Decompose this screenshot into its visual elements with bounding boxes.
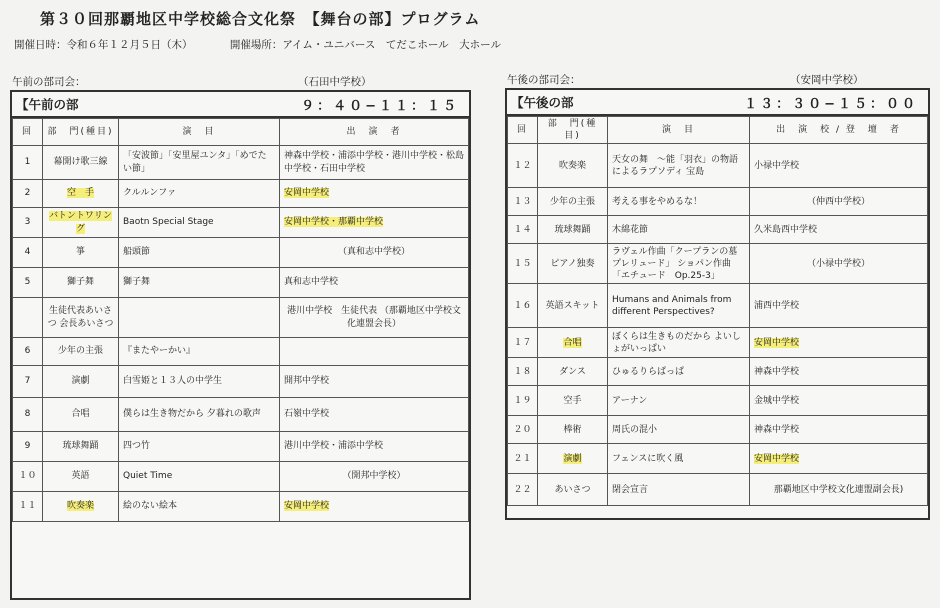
row-performer-text: 安岡中学校 — [754, 453, 800, 464]
table-row — [508, 444, 928, 474]
row-category — [43, 208, 119, 238]
row-number — [508, 358, 538, 386]
row-performer-text: 浦西中学校 — [754, 300, 800, 311]
row-number-text: 1 — [24, 157, 31, 168]
row-program-text: 周氏の混小 — [612, 424, 658, 435]
row-performer — [750, 144, 928, 188]
table-row — [508, 328, 928, 358]
row-category-text: 箏 — [75, 247, 85, 258]
row-number — [508, 328, 538, 358]
row-performer — [280, 146, 469, 180]
row-program-text: 白雪姫と１３人の中学生 — [123, 376, 223, 387]
morning-table-header — [13, 119, 469, 146]
row-category — [43, 432, 119, 462]
table-row — [508, 216, 928, 244]
row-category-text: 吹奏楽 — [66, 501, 94, 512]
row-number — [508, 284, 538, 328]
row-number-text: １５ — [513, 258, 532, 269]
afternoon-mc-label: 午後の部司会： — [507, 74, 581, 86]
row-program — [119, 366, 280, 398]
afternoon-time: １３：３０−１５：００ — [744, 96, 918, 112]
row-number-text: １６ — [513, 300, 532, 311]
row-category-text: 少年の主張 — [549, 196, 595, 207]
row-category — [538, 216, 608, 244]
row-program — [608, 216, 750, 244]
afternoon-table — [507, 116, 928, 506]
row-performer-text: 安岡中学校 — [284, 501, 330, 512]
row-number — [13, 208, 43, 238]
morning-header — [12, 92, 469, 118]
table-row — [13, 146, 469, 180]
row-number-text: １８ — [513, 366, 532, 377]
row-category-text: 英語スキット — [545, 300, 600, 311]
row-performer-text: （仲西中学校） — [806, 196, 870, 207]
row-performer-text: 石嶺中学校 — [284, 409, 330, 420]
row-category-text: ダンス — [559, 366, 586, 377]
col-header-no: 回 — [508, 117, 538, 144]
row-number — [13, 432, 43, 462]
row-category — [538, 474, 608, 506]
row-category-text: 琉球舞踊 — [62, 441, 99, 452]
row-performer — [280, 366, 469, 398]
morning-table — [12, 118, 469, 522]
row-program-text: ひゅるりらぱっぱ — [612, 366, 685, 377]
event-info — [14, 37, 501, 52]
row-performer — [750, 386, 928, 416]
row-number — [508, 416, 538, 444]
row-number-text: １３ — [513, 196, 532, 207]
row-category-text: 生徒代表あいさつ 会長あいさつ — [47, 306, 114, 329]
row-program-text: ぼくらは生きものだから よいしょがいっぱい — [612, 331, 741, 354]
row-category-text: ピアノ独奏 — [550, 258, 595, 269]
row-number — [13, 338, 43, 366]
row-number-text: 8 — [24, 409, 31, 420]
row-program-text: 船頭節 — [123, 247, 151, 258]
morning-mc-school: （石田中学校） — [298, 76, 372, 88]
row-performer — [280, 432, 469, 462]
row-performer — [280, 180, 469, 208]
table-row — [508, 416, 928, 444]
row-program — [608, 244, 750, 284]
row-number-text: １９ — [513, 395, 532, 406]
row-category-text: バトントワリング — [49, 211, 112, 234]
row-category — [43, 146, 119, 180]
afternoon-table-header — [508, 117, 928, 144]
table-row — [508, 474, 928, 506]
row-category-text: 空手 — [563, 395, 582, 406]
row-category — [538, 416, 608, 444]
row-number — [508, 144, 538, 188]
row-number-text: 2 — [24, 188, 31, 199]
row-category — [538, 386, 608, 416]
row-category — [43, 180, 119, 208]
row-performer-text: 金城中学校 — [754, 395, 800, 406]
row-program-text: Quiet Time — [123, 471, 173, 482]
row-performer — [280, 208, 469, 238]
table-row — [13, 238, 469, 268]
row-program — [119, 462, 280, 492]
row-performer — [280, 338, 469, 366]
row-program-text: 獅子舞 — [123, 277, 151, 288]
row-category — [43, 462, 119, 492]
row-program-text: フェンスに吹く風 — [612, 453, 684, 464]
morning-time: ９：４０−１１：１５ — [301, 98, 459, 114]
row-program — [119, 180, 280, 208]
row-category — [538, 358, 608, 386]
row-program — [608, 144, 750, 188]
row-performer-text: 安岡中学校・那覇中学校 — [284, 217, 384, 228]
row-number — [508, 474, 538, 506]
row-number — [508, 444, 538, 474]
row-program — [119, 146, 280, 180]
row-performer-text: （開邦中学校） — [342, 471, 406, 482]
event-date: 開催日時：令和６年１２月５日（木） — [14, 39, 193, 51]
row-performer-text: 那覇地区中学校文化連盟副会長) — [773, 484, 904, 495]
afternoon-mc-school: （安岡中学校） — [790, 74, 864, 86]
row-category — [538, 284, 608, 328]
row-program — [119, 298, 280, 338]
row-number-text: １４ — [513, 224, 532, 235]
row-performer — [280, 492, 469, 522]
row-program-text: 四つ竹 — [123, 441, 151, 452]
row-performer — [280, 238, 469, 268]
table-row — [508, 358, 928, 386]
row-number — [13, 180, 43, 208]
col-header-program: 演 目 — [119, 119, 280, 146]
row-program-text: 「安波節」「安里屋ユンタ」「めでたい節」 — [123, 151, 267, 174]
row-program-text: 考える事をやめるな！ — [612, 196, 703, 207]
table-row — [13, 268, 469, 298]
row-performer-text: 神森中学校 — [754, 424, 800, 435]
row-category-text: 獅子舞 — [66, 277, 94, 288]
row-program-text: 『またやーかい』 — [123, 346, 196, 357]
row-category — [43, 298, 119, 338]
row-category — [538, 444, 608, 474]
row-program — [119, 432, 280, 462]
col-header-program: 演 目 — [608, 117, 750, 144]
row-program — [608, 416, 750, 444]
row-program-text: 閉会宣言 — [612, 484, 649, 495]
row-performer — [750, 444, 928, 474]
col-header-category: 部 門(種目) — [43, 119, 119, 146]
table-row — [13, 298, 469, 338]
row-number-text: １２ — [513, 160, 532, 171]
row-performer — [750, 216, 928, 244]
col-header-no: 回 — [13, 119, 43, 146]
row-performer — [280, 268, 469, 298]
row-category — [538, 144, 608, 188]
row-program — [119, 238, 280, 268]
row-performer-text: 真和志中学校 — [284, 277, 339, 288]
row-number-text: 3 — [24, 217, 31, 228]
table-row — [508, 188, 928, 216]
row-program-text: クルルンファ — [123, 188, 177, 199]
page-title: 第３０回那覇地区中学校総合文化祭 【舞台の部】プログラム — [40, 10, 481, 28]
table-row — [13, 366, 469, 398]
row-category-text: 少年の主張 — [57, 346, 103, 357]
row-category — [538, 244, 608, 284]
table-row — [13, 462, 469, 492]
row-category — [43, 268, 119, 298]
row-number — [13, 268, 43, 298]
row-category — [538, 328, 608, 358]
row-number-text: 4 — [24, 247, 31, 258]
row-performer — [750, 188, 928, 216]
row-number-text: 7 — [24, 376, 31, 387]
row-category — [43, 366, 119, 398]
row-program — [608, 328, 750, 358]
row-number-text: ２２ — [513, 484, 532, 495]
row-performer-text: 港川中学校・浦添中学校 — [284, 441, 384, 452]
row-performer-text: （小禄中学校） — [806, 258, 870, 269]
row-performer-text: 安岡中学校 — [754, 337, 800, 348]
table-row — [13, 492, 469, 522]
row-program-text: アーナン — [612, 395, 648, 406]
row-number — [13, 492, 43, 522]
row-performer — [280, 462, 469, 492]
row-number-text: ２０ — [513, 424, 532, 435]
row-number — [508, 188, 538, 216]
row-category-text: 英語 — [71, 471, 90, 482]
col-header-category: 部 門(種目) — [538, 117, 608, 144]
row-program — [119, 268, 280, 298]
row-performer — [280, 398, 469, 432]
row-category-text: 演劇 — [563, 453, 582, 464]
row-category — [43, 338, 119, 366]
row-category-text: 棒術 — [563, 424, 582, 435]
row-category — [43, 398, 119, 432]
col-header-performer: 出 演 校 / 登 壇 者 — [750, 117, 928, 144]
row-performer-text: 開邦中学校 — [284, 376, 330, 387]
row-category-text: あいさつ — [554, 484, 591, 495]
table-row — [13, 338, 469, 366]
table-row — [508, 386, 928, 416]
row-performer-text: （真和志中学校） — [337, 247, 410, 258]
row-performer — [750, 284, 928, 328]
row-category — [43, 492, 119, 522]
row-program-text: Baotn Special Stage — [123, 217, 214, 228]
event-venue: 開催場所：アイム・ユニバース てだこホール 大ホール — [229, 39, 501, 51]
row-number — [13, 398, 43, 432]
row-number — [13, 238, 43, 268]
row-number-text: 5 — [24, 277, 31, 288]
row-performer-text: 神森中学校・浦添中学校・港川中学校・松島中学校・石田中学校 — [284, 151, 465, 174]
row-number — [13, 298, 43, 338]
row-performer — [750, 244, 928, 284]
row-performer-text: 安岡中学校 — [284, 188, 330, 199]
row-number — [508, 244, 538, 284]
row-category-text: 演劇 — [71, 376, 90, 387]
row-performer — [750, 328, 928, 358]
row-number-text: 6 — [24, 346, 31, 357]
row-number-text: ２１ — [513, 453, 532, 464]
row-program — [119, 398, 280, 432]
row-program — [608, 386, 750, 416]
row-program — [119, 492, 280, 522]
table-row — [508, 244, 928, 284]
row-program — [608, 188, 750, 216]
table-row — [13, 432, 469, 462]
row-number-text: 9 — [24, 441, 31, 452]
row-performer-text: 港川中学校 生徒代表 （那覇地区中学校文化連盟会長） — [287, 306, 461, 329]
row-number — [13, 462, 43, 492]
row-category-text: 琉球舞踊 — [554, 224, 591, 235]
row-program — [119, 338, 280, 366]
row-category — [43, 238, 119, 268]
col-header-performer: 出 演 者 — [280, 119, 469, 146]
table-row — [508, 144, 928, 188]
row-category — [538, 188, 608, 216]
table-row — [13, 398, 469, 432]
row-performer — [750, 416, 928, 444]
row-program — [608, 284, 750, 328]
row-performer-text: 久米島西中学校 — [754, 224, 818, 235]
table-row — [508, 284, 928, 328]
row-performer-text: 小禄中学校 — [754, 160, 800, 171]
afternoon-heading: 【午後の部 — [511, 95, 574, 110]
row-number-text: １０ — [18, 471, 37, 482]
row-program — [119, 208, 280, 238]
row-category-text: 幕開け歌三線 — [53, 157, 108, 168]
afternoon-program-panel — [505, 88, 930, 520]
row-program — [608, 358, 750, 386]
afternoon-header — [507, 90, 928, 116]
morning-heading: 【午前の部 — [16, 97, 79, 112]
row-category-text: 吹奏楽 — [558, 160, 586, 171]
row-program-text: 僕らは生き物だから 夕暮れの歌声 — [123, 409, 261, 420]
row-performer — [750, 474, 928, 506]
row-number — [13, 146, 43, 180]
row-program-text: ラヴェル作曲「クープランの墓 プレリュード」 ショパン作曲「エチュード Op.25-3」 — [612, 246, 747, 281]
row-performer — [280, 298, 469, 338]
row-number — [508, 216, 538, 244]
morning-program-panel — [10, 90, 471, 600]
row-number — [13, 366, 43, 398]
row-number-text: １１ — [18, 501, 37, 512]
row-program-text: 木綿花節 — [612, 224, 649, 235]
row-category-text: 空 手 — [66, 188, 94, 199]
row-category-text: 合唱 — [563, 337, 582, 348]
row-program-text: Humans and Animals from different Perspectives? — [612, 294, 732, 317]
row-program — [608, 444, 750, 474]
row-number-text: １７ — [513, 337, 532, 348]
morning-mc-label: 午前の部司会： — [12, 76, 86, 88]
row-performer-text: 神森中学校 — [754, 366, 800, 377]
row-program — [608, 474, 750, 506]
row-number — [508, 386, 538, 416]
table-row — [13, 208, 469, 238]
table-row — [13, 180, 469, 208]
row-program-text: 天女の舞 〜能「羽衣」の物語によるラプソディ 宝島 — [612, 154, 739, 177]
row-category-text: 合唱 — [71, 409, 90, 420]
row-program-text: 絵のない絵本 — [123, 501, 178, 512]
row-performer — [750, 358, 928, 386]
